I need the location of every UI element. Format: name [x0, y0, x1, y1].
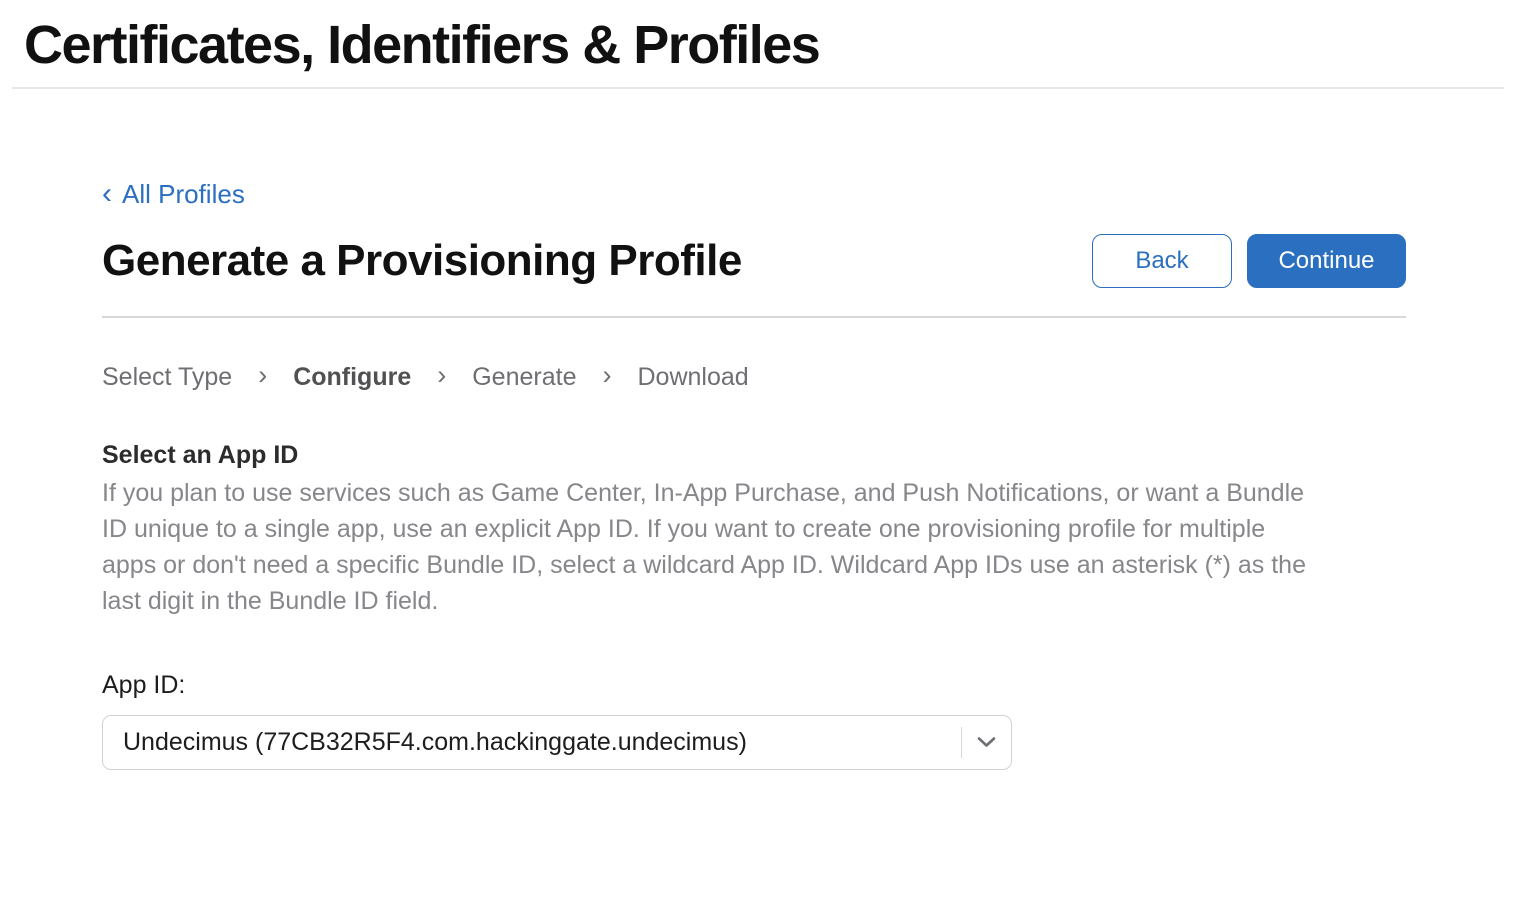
action-buttons: [1092, 234, 1406, 288]
description-line: last digit in the Bundle ID field.: [102, 586, 439, 615]
app-id-form: [102, 671, 1406, 770]
chevron-right-icon: ›: [602, 360, 612, 391]
step-generate: Generate: [472, 363, 577, 392]
chevron-right-icon: ›: [437, 360, 447, 391]
step-breadcrumb: [102, 362, 1406, 393]
chevron-down-icon: [962, 736, 1011, 748]
description-line: If you plan to use services such as Game Center, In-App Purchase, and Push Notifications, or want a Bundle: [102, 478, 1305, 507]
all-profiles-link-label: All Profiles: [122, 179, 245, 210]
app-id-selected-value: Undecimus (77CB32R5F4.com.hackinggate.undecimus): [123, 727, 747, 756]
back-button[interactable]: Back: [1092, 234, 1232, 288]
step-download: Download: [637, 363, 749, 392]
chevron-left-icon: ‹: [102, 176, 112, 210]
step-configure: Configure: [293, 363, 412, 392]
page-header: [0, 0, 1516, 89]
app-id-description: [102, 475, 1406, 619]
main-content: [102, 89, 1406, 770]
app-id-select[interactable]: [102, 715, 1012, 770]
page-subtitle: Generate a Provisioning Profile: [102, 235, 742, 285]
app-id-section-heading: Select an App ID: [102, 441, 299, 470]
page-title: Certificates, Identifiers & Profiles: [24, 15, 820, 75]
all-profiles-back-link[interactable]: [102, 176, 245, 210]
description-line: ID unique to a single app, use an explicit App ID. If you want to create one provisioning profile for multiple: [102, 514, 1266, 543]
step-select-type: Select Type: [102, 363, 233, 392]
description-line: apps or don't need a specific Bundle ID, select a wildcard App ID. Wildcard App IDs use an asterisk (*) as the: [102, 550, 1306, 579]
title-row: [102, 234, 1406, 288]
app-id-label: App ID:: [102, 670, 186, 699]
continue-button[interactable]: Continue: [1247, 234, 1406, 288]
chevron-right-icon: ›: [258, 360, 268, 391]
app-id-section: [102, 439, 1406, 619]
section-divider: [102, 316, 1406, 318]
